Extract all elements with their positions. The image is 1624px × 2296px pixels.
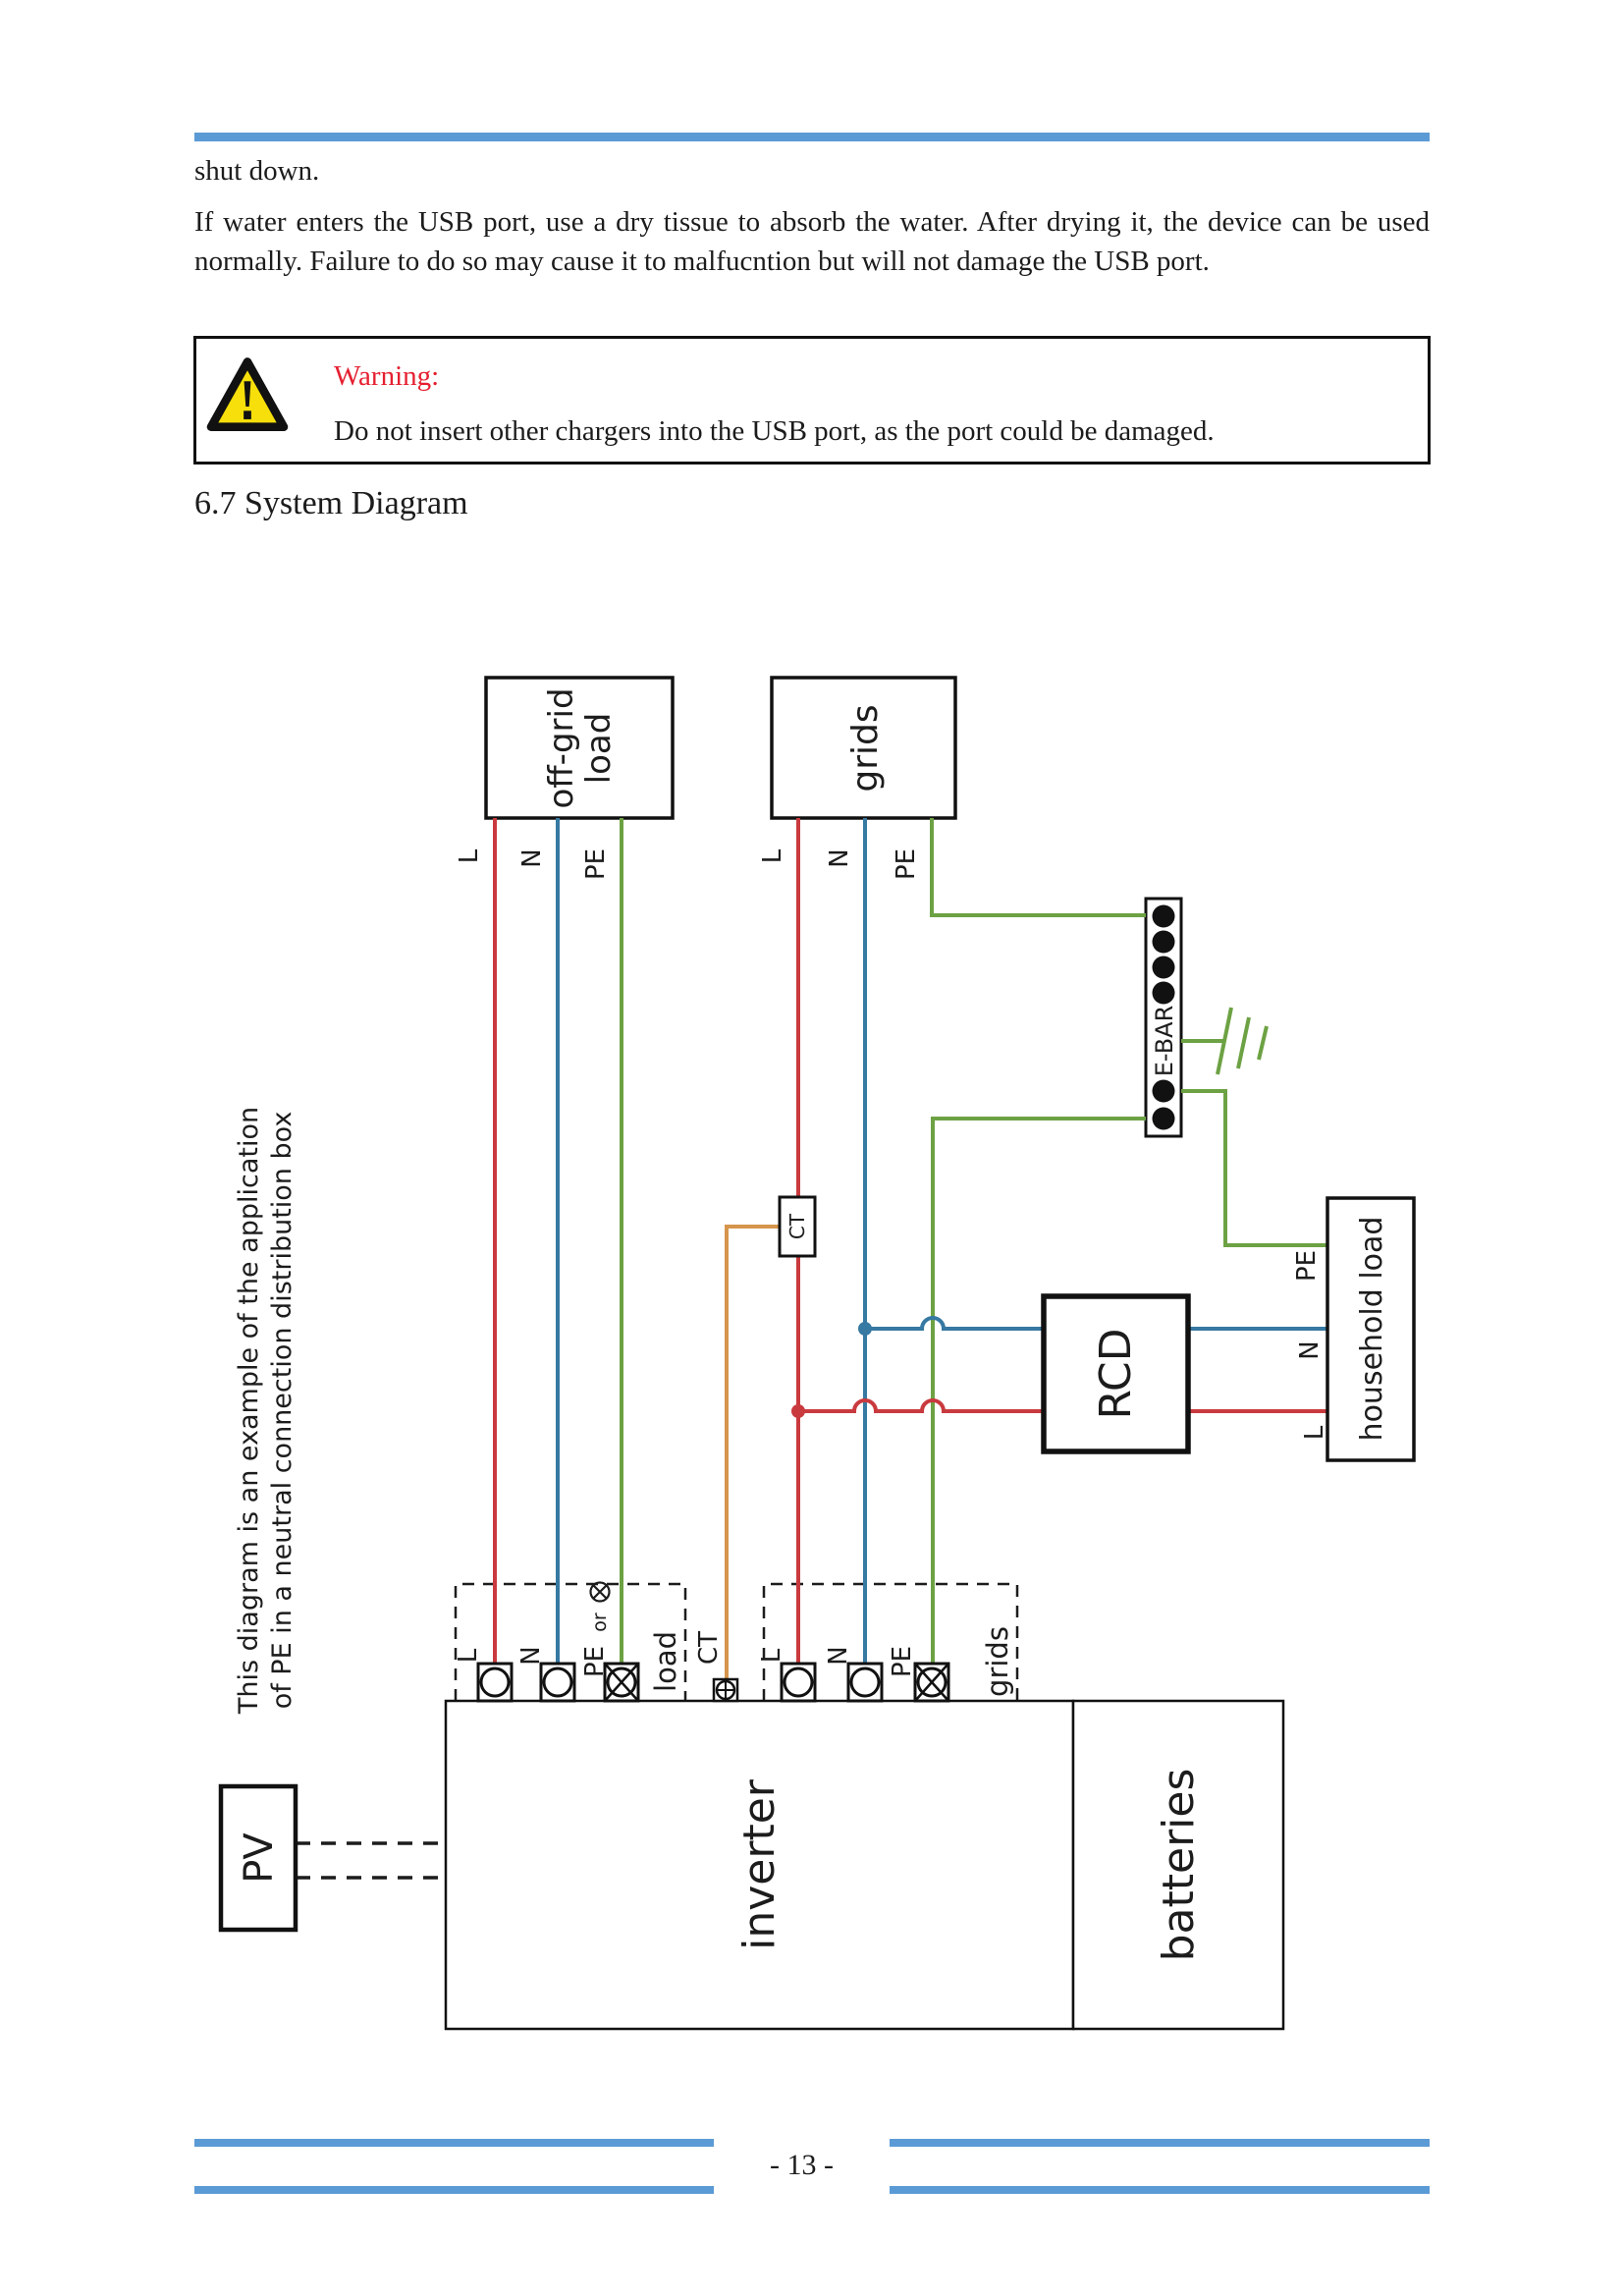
rcd-label: RCD xyxy=(1091,1328,1141,1420)
earth-symbol-bar3 xyxy=(1259,1026,1267,1060)
load-terminal-live-label: L xyxy=(454,1648,483,1664)
footer-rule-right-bottom xyxy=(890,2186,1430,2194)
page-number: - 13 - xyxy=(770,2149,834,2181)
grids-pe-wire xyxy=(932,818,1146,915)
ebar-label: E-BAR xyxy=(1151,1005,1178,1077)
ebar-dot-1 xyxy=(1153,905,1175,928)
terminal-load-neutral xyxy=(541,1664,574,1701)
diagram-caption-line1: This diagram is an example of the application xyxy=(234,1106,264,1715)
load-terminal-neutral-label: N xyxy=(516,1646,546,1666)
ebar-to-household-pe-wire xyxy=(1181,1091,1327,1245)
ebar-dot-6 xyxy=(1153,1108,1175,1130)
live-branch-to-rcd xyxy=(798,1400,1044,1411)
ebar-dot-3 xyxy=(1153,957,1175,979)
neutral-branch-to-rcd xyxy=(865,1318,1044,1329)
household-load-label: household load xyxy=(1355,1216,1389,1442)
neutral-junction-dot xyxy=(858,1322,872,1336)
warning-body: Do not insert other chargers into the USB port, as the port could be damaged. xyxy=(334,415,1215,447)
ct-wire-label: CT xyxy=(694,1630,724,1666)
inverter-label: inverter xyxy=(734,1779,785,1950)
terminal-grids-neutral xyxy=(848,1664,882,1701)
grids-live-label: L xyxy=(758,848,787,864)
footer-rule-left-top xyxy=(194,2139,714,2147)
live-junction-dot xyxy=(791,1404,805,1418)
footer-rule-right-top xyxy=(890,2139,1430,2147)
terminal-ct xyxy=(714,1679,737,1701)
grids-box-label: grids xyxy=(845,704,886,793)
household-live-label: L xyxy=(1300,1425,1329,1441)
household-neutral-label: N xyxy=(1295,1340,1325,1360)
offgrid-pe-label: PE xyxy=(581,847,611,881)
household-pe-label: PE xyxy=(1292,1249,1322,1283)
terminal-grids-live xyxy=(782,1664,815,1701)
load-terminal-pe-label: PE xyxy=(580,1645,610,1678)
terminal-load-live xyxy=(478,1664,512,1701)
ebar-dot-2 xyxy=(1153,931,1175,954)
grids-group-label: grids xyxy=(981,1626,1014,1697)
circled-x-icon xyxy=(591,1583,610,1602)
grids-neutral-label: N xyxy=(825,848,854,868)
batteries-label: batteries xyxy=(1154,1768,1204,1962)
pv-label: PV xyxy=(237,1832,282,1884)
pe-or-label: or xyxy=(589,1613,611,1632)
earth-symbol-bar2 xyxy=(1238,1017,1249,1068)
ebar-dot-5 xyxy=(1153,1080,1175,1103)
grids-pe-label: PE xyxy=(892,847,921,881)
diagram-caption-line2: of PE in a neutral connection distribution box xyxy=(267,1111,298,1710)
off-grid-load-label-line1: off-grid xyxy=(542,687,581,809)
terminal-grids-pe xyxy=(915,1664,948,1701)
intro-line: shut down. xyxy=(194,155,320,187)
offgrid-live-label: L xyxy=(455,848,484,864)
warning-title: Warning: xyxy=(334,360,440,392)
load-group-label: load xyxy=(649,1631,682,1692)
off-grid-load-label-line2: load xyxy=(579,712,619,785)
terminal-load-pe xyxy=(605,1664,638,1701)
ebar-dot-4 xyxy=(1153,982,1175,1005)
ct-sensor-label: CT xyxy=(785,1213,809,1240)
grids-terminal-pe-label: PE xyxy=(888,1645,917,1678)
offgrid-neutral-label: N xyxy=(517,848,547,868)
body-paragraph: If water enters the USB port, use a dry tissue to absorb the water. After drying it, the device can be used normally. Failure to do so may cause it to malfucntion but will not damage the USB port. xyxy=(194,206,1430,277)
grids-terminal-neutral-label: N xyxy=(824,1646,853,1666)
grids-terminal-live-label: L xyxy=(757,1648,786,1664)
section-heading: 6.7 System Diagram xyxy=(194,485,468,521)
footer-rule-left-bottom xyxy=(194,2186,714,2194)
ct-signal-wire xyxy=(727,1227,780,1681)
